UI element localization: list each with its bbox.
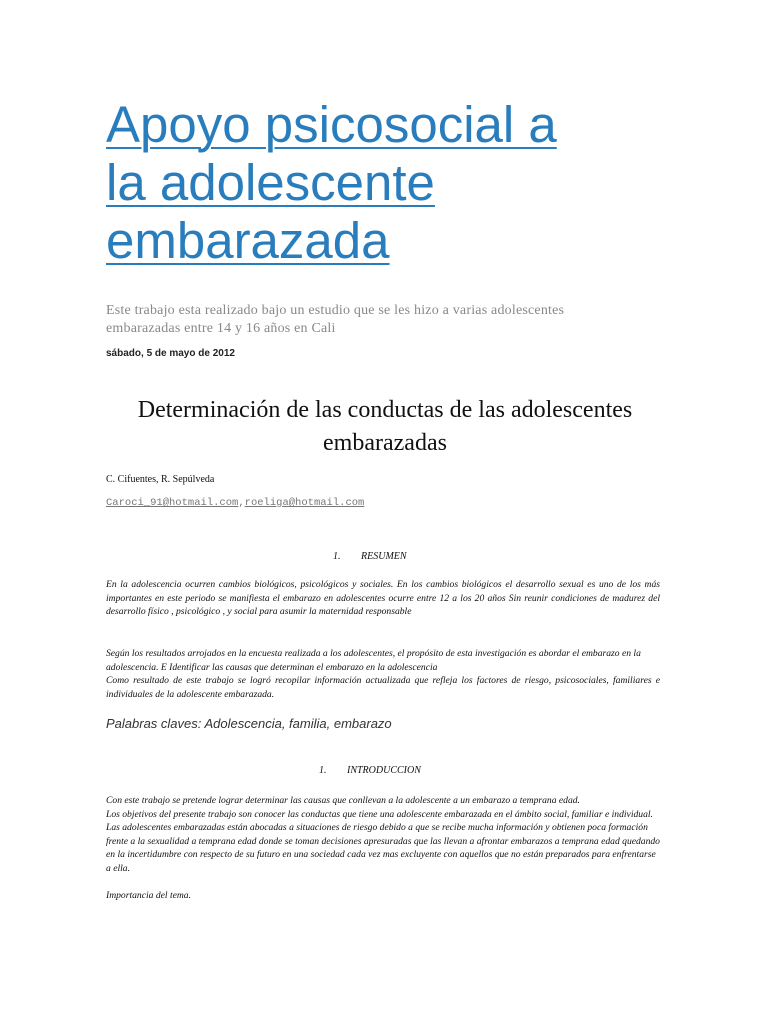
author-emails: [106, 497, 364, 509]
email-separator: ,: [238, 497, 245, 509]
introduccion-paragraph-4: Importancia del tema.: [106, 890, 191, 902]
blog-description: Este trabajo esta realizado bajo un estudio que se les hizo a varias adolescentes embarazadas entre 14 y 16 años en Cali: [106, 303, 565, 336]
blog-title: [106, 96, 666, 270]
keywords: Palabras claves: Adolescencia, familia, embarazo: [106, 716, 392, 731]
email-link-1[interactable]: Caroci_91@hotmail.com: [106, 497, 239, 509]
introduccion-paragraph-3: Las adolescentes embarazadas están abocadas a situaciones de riesgo debido a que se recibe mucha información y obtienen poca formación frente a la sexualidad a temprana edad donde se toman decisiones apresuradas que las llevan a afrontar embarazos a temprana edad quedando en la incertidumbre con respecto de su futuro en una sociedad cada vez mas excluyente con aquellos que no están preparados para enfrentarse a ella.: [106, 822, 660, 874]
blog-title-line-3[interactable]: embarazada: [106, 212, 390, 269]
post-title: Determinación de las conductas de las adolescentes embarazadas: [137, 397, 633, 456]
post-date: sábado, 5 de mayo de 2012: [106, 348, 235, 359]
section-heading-introduccion: [319, 765, 421, 776]
email-link-2[interactable]: roeliga@hotmail.com: [244, 497, 365, 509]
blog-title-line-2[interactable]: la adolescente: [106, 154, 435, 211]
resumen-paragraph-2-line-1: Según los resultados arrojados en la encuesta realizada a los adolescentes, el propósito de esta investigación es abordar el embarazo en la adolescencia. E Identificar las causas que determinan el embarazo en la adolescencia: [106, 648, 641, 673]
section-heading-resumen: [333, 551, 407, 562]
introduccion-paragraph-1: Con este trabajo se pretende lograr determinar las causas que conllevan a la adolescente a un embarazo a temprana edad.: [106, 795, 580, 806]
section-number: 1.: [333, 551, 341, 562]
resumen-paragraph-1: En la adolescencia ocurren cambios biológicos, psicológicos y sociales. En los cambios biológicos el desarrollo sexual es uno de los más importantes en este periodo se manifiesta el embarazo en adolescentes ocurre entre 12 a los 20 años Sin reunir condiciones de madurez del desarrollo físico , psicológico , y social para asumir la maternidad responsable: [106, 579, 660, 618]
section-title: INTRODUCCION: [347, 765, 421, 776]
introduccion-body: [106, 794, 660, 903]
paragraph-spacer: [106, 876, 660, 890]
section-number: 1.: [319, 765, 327, 776]
section-title: RESUMEN: [361, 551, 407, 562]
blog-title-line-1[interactable]: Apoyo psicosocial a: [106, 96, 557, 153]
introduccion-paragraph-2: Los objetivos del presente trabajo son conocer las conductas que tiene una adolescente embarazada en el ámbito social, familiar e individual.: [106, 808, 653, 820]
blog-title-link[interactable]: [106, 96, 557, 269]
post-authors: C. Cifuentes, R. Sepúlveda: [106, 474, 215, 485]
resumen-paragraph-2: [106, 647, 660, 701]
resumen-paragraph-2-line-2: Como resultado de este trabajo se logró recopilar información actualizada que refleja los factores de riesgo, psicosociales, familiares e individuales de la adolescente embarazada.: [106, 675, 660, 700]
